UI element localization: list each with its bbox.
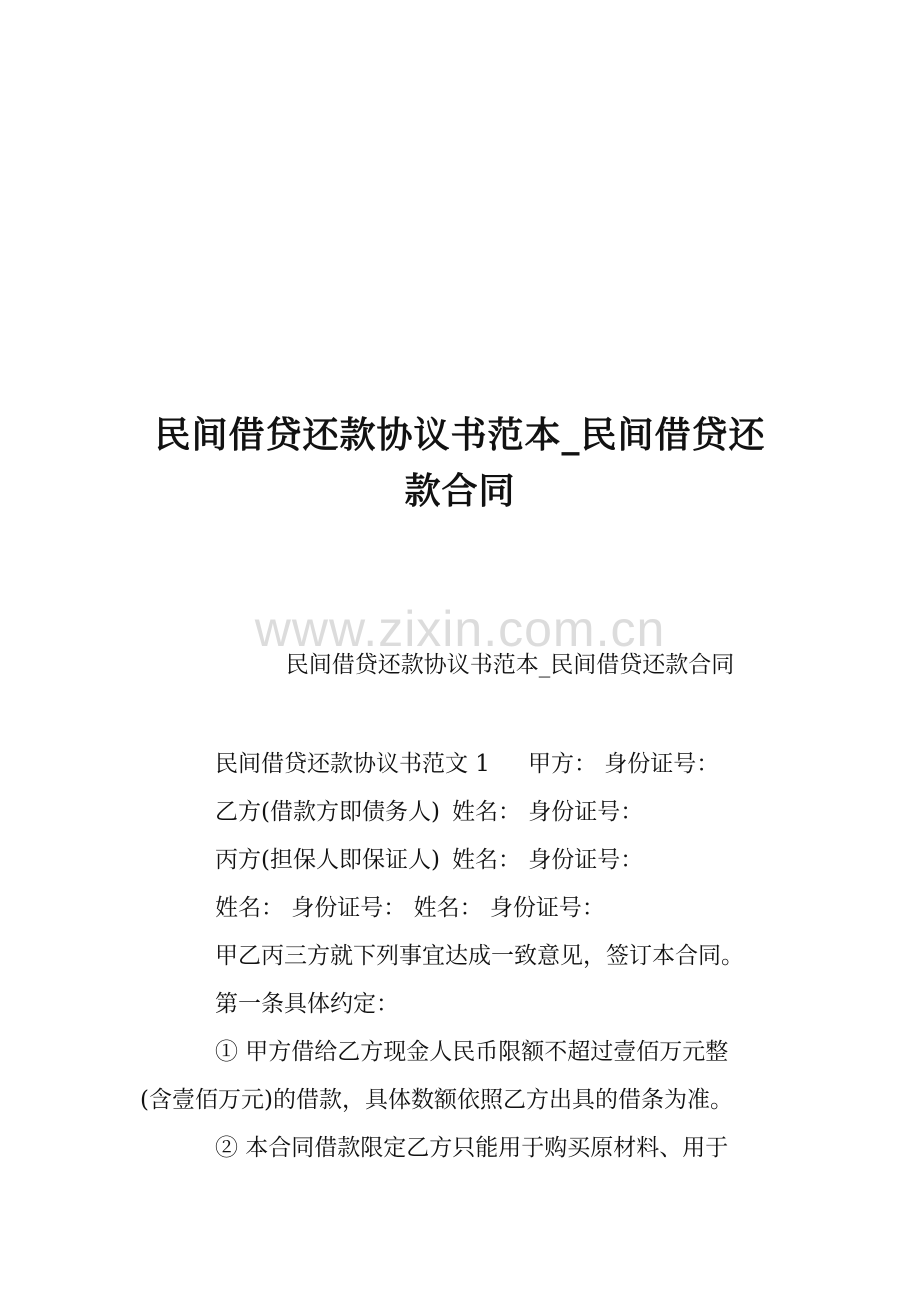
paragraph-guarantor-fields: 姓名： 身份证号： 姓名： 身份证号：	[215, 895, 605, 921]
party-b-fields: 姓名： 身份证号：	[451, 799, 644, 825]
paragraph-clause-1-line-1: ① 甲方借给乙方现金人民币限额不超过壹佰万元整	[215, 1039, 729, 1065]
party-a-fields: 甲方： 身份证号：	[527, 751, 720, 777]
paragraph-agreement: 甲乙丙三方就下列事宜达成一致意见，签订本合同。	[215, 943, 744, 969]
party-c-label: 丙方(担保人即保证人)	[215, 847, 440, 873]
title-line-1: 民间借贷还款协议书范本_民间借贷还	[154, 414, 766, 456]
paragraph-party-c	[140, 836, 790, 884]
document-subtitle: 民间借贷还款协议书范本_民间借贷还款合同	[285, 652, 735, 678]
party-c-fields: 姓名： 身份证号：	[451, 847, 644, 873]
paragraph-article-1: 第一条具体约定：	[215, 991, 399, 1017]
document-title	[0, 407, 920, 519]
paragraph-parties-a	[140, 740, 790, 788]
document-body	[140, 740, 790, 1172]
paragraph-clause-2: ② 本合同借款限定乙方只能用于购买原材料、用于	[215, 1135, 729, 1161]
paragraph-party-b	[140, 788, 790, 836]
party-b-label: 乙方(借款方即债务人)	[215, 799, 440, 825]
title-line-2: 款合同	[404, 470, 516, 512]
template-label: 民间借贷还款协议书范文 1	[215, 751, 490, 777]
paragraph-clause-1-line-2: (含壹佰万元)的借款，具体数额依照乙方出具的借条为准。	[140, 1087, 733, 1113]
watermark: www.zixin.com.cn	[254, 601, 666, 657]
